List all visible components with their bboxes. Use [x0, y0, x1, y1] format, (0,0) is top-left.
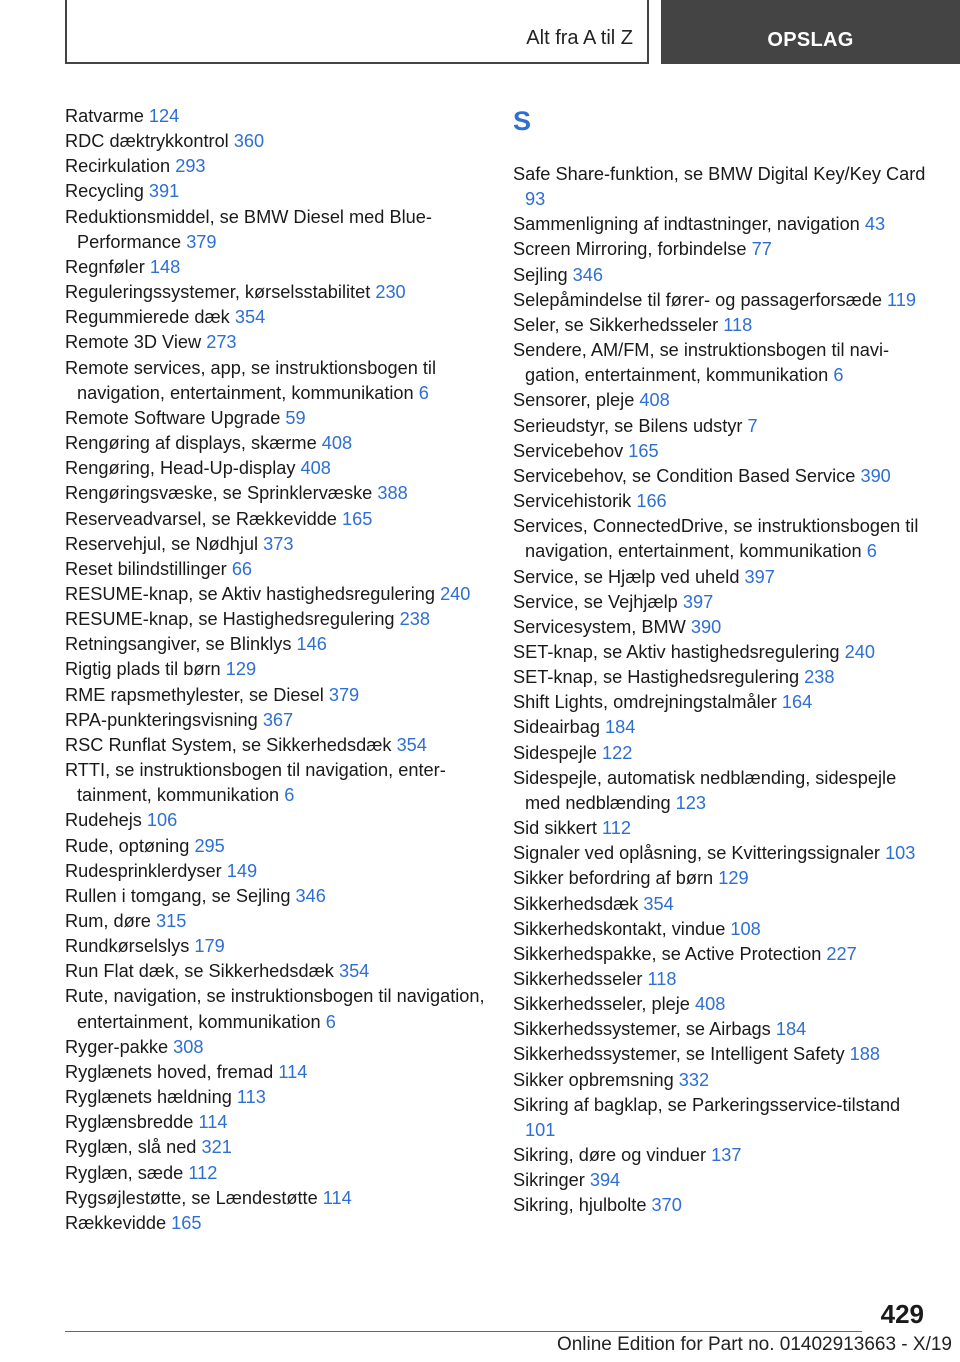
index-entry-term: Signaler ved oplåsning, se Kvitteringssignaler — [513, 843, 880, 864]
index-entry-term: Screen Mirroring, forbindelse — [513, 239, 747, 260]
index-page-link[interactable]: 114 — [278, 1061, 308, 1082]
index-entry — [65, 1211, 485, 1236]
index-page-link[interactable]: 390 — [860, 465, 891, 486]
index-entry — [513, 917, 933, 942]
index-page-link[interactable]: 188 — [849, 1044, 880, 1065]
index-entry — [513, 263, 933, 288]
index-entry-term: Rengøring, Head-Up-display — [65, 458, 296, 479]
index-entry — [513, 816, 933, 841]
index-entry — [65, 708, 485, 733]
index-entry-term: Servicehistorik — [513, 491, 632, 512]
index-page-link[interactable]: 59 — [285, 407, 306, 428]
index-entry — [65, 481, 485, 506]
index-page-link[interactable]: 129 — [225, 659, 257, 680]
index-entry — [65, 632, 485, 657]
index-entry-term: Sikkerhedsseler, pleje — [513, 994, 690, 1015]
index-entry-term: Rude, optøning — [65, 835, 190, 856]
index-entry — [513, 967, 933, 992]
index-entry — [65, 255, 485, 280]
index-entry-term: Rigtig plads til børn — [65, 659, 221, 680]
index-page-link[interactable]: 149 — [226, 860, 258, 881]
index-entry — [513, 313, 933, 338]
index-entry-term: Sikringer — [513, 1170, 585, 1191]
index-entry — [513, 715, 933, 740]
index-entry — [65, 582, 485, 607]
index-entry-term: Rengøring af displays, skærme — [65, 433, 317, 454]
index-page-link[interactable]: 394 — [589, 1170, 621, 1191]
index-entry-term: Sikring, døre og vinduer — [513, 1145, 707, 1166]
index-entry-term: Retningsangiver, se Blinklys — [65, 634, 292, 655]
index-page-link[interactable]: 146 — [296, 634, 327, 655]
index-page-link[interactable]: 124 — [148, 106, 180, 126]
index-entry-term: Sikkerhedsseler — [513, 969, 643, 989]
index-entry-term: Regummierede dæk — [65, 307, 230, 328]
index-entry-term: Sikring af bagklap, se Parkeringsservice-tilstand — [513, 1094, 901, 1115]
index-entry-term: Sejling — [513, 264, 568, 285]
index-entry-term: Selepåmindelse til fører- og passagerforsæde — [513, 289, 882, 310]
index-entry-term: Safe Share-funktion, se BMW Digital Key/Key Card — [513, 164, 926, 184]
index-page-link[interactable]: 119 — [887, 289, 917, 310]
index-page-link[interactable]: 7 — [747, 415, 758, 436]
index-page-link[interactable]: 165 — [171, 1212, 202, 1233]
index-entry — [65, 1060, 485, 1085]
index-page-link[interactable]: 122 — [601, 742, 633, 763]
index-page-link[interactable]: 397 — [682, 591, 714, 612]
index-entry-term: Reguleringssystemer, kørselsstabilitet — [65, 282, 371, 303]
running-header-section — [65, 0, 649, 64]
index-entry-term: Remote 3D View — [65, 332, 202, 353]
index-entry — [65, 808, 485, 833]
index-entry — [513, 237, 933, 262]
index-entry-term: Remote Software Upgrade — [65, 407, 281, 428]
index-page-link[interactable]: 390 — [690, 616, 722, 637]
index-entry-term: Servicesystem, BMW — [513, 616, 686, 637]
index-page-link[interactable]: 293 — [175, 156, 206, 177]
index-entry-term: SET-knap, se Aktiv hastighedsregulering — [513, 641, 840, 662]
index-entry-term: Ryger-pakke — [65, 1036, 169, 1057]
index-entry — [513, 992, 933, 1017]
index-page-link[interactable]: 43 — [864, 214, 886, 235]
index-entry — [65, 431, 485, 456]
index-page-link[interactable]: 66 — [231, 558, 253, 579]
index-entry — [513, 892, 933, 917]
index-entry — [65, 834, 485, 859]
index-entry — [65, 607, 485, 632]
index-entry — [65, 1085, 485, 1110]
index-entry — [65, 557, 485, 582]
index-entry-term: Ryglæn, sæde — [65, 1162, 184, 1183]
index-page-link[interactable]: 184 — [775, 1019, 807, 1040]
index-page-link[interactable]: 354 — [234, 307, 266, 328]
index-entry-term: Ratvarme — [65, 106, 144, 126]
index-page-link[interactable]: 230 — [375, 282, 406, 303]
chapter-title: OPSLAG — [767, 29, 854, 51]
index-page-link[interactable]: 112 — [601, 818, 631, 839]
index-entry — [513, 565, 933, 590]
index-entry-term: Service, se Vejhjælp — [513, 591, 678, 612]
index-page-link[interactable]: 354 — [338, 961, 370, 982]
index-page-link[interactable]: 164 — [781, 692, 813, 713]
index-entry — [65, 330, 485, 355]
index-page-link[interactable]: 77 — [751, 239, 772, 260]
index-entry-term: Rygsøjlestøtte, se Lændestøtte — [65, 1187, 318, 1208]
index-page-link[interactable]: 112 — [188, 1162, 218, 1183]
index-entry — [513, 866, 933, 891]
index-entry — [65, 305, 485, 330]
index-entry-term: Recirkulation — [65, 156, 171, 177]
index-entry-term: Servicebehov, se Condition Based Service — [513, 465, 856, 486]
index-page-link[interactable]: 373 — [263, 533, 294, 554]
index-page-link[interactable]: 408 — [639, 390, 670, 411]
index-letter-heading: S — [513, 106, 532, 136]
index-page-link[interactable]: 379 — [186, 231, 217, 252]
index-entry-term: Sikkerhedssystemer, se Airbags — [513, 1019, 771, 1040]
index-page-link[interactable]: 6 — [325, 1011, 336, 1032]
index-entry — [513, 464, 933, 489]
index-entry — [513, 439, 933, 464]
index-entry — [65, 205, 485, 255]
index-entry — [65, 507, 485, 532]
index-entry — [513, 766, 933, 816]
index-page-link[interactable]: 165 — [342, 508, 373, 529]
index-page-link[interactable]: 240 — [844, 641, 875, 662]
index-page-link[interactable]: 6 — [833, 365, 844, 386]
index-page-link[interactable]: 397 — [744, 566, 775, 587]
index-entry — [65, 909, 485, 934]
index-entry — [65, 657, 485, 682]
index-page-link[interactable]: 408 — [321, 433, 353, 454]
index-page-link[interactable]: 6 — [418, 382, 429, 403]
index-entry — [65, 406, 485, 431]
index-entry — [65, 1186, 485, 1211]
index-page-link[interactable]: 6 — [866, 541, 877, 562]
index-page-link[interactable]: 354 — [643, 893, 674, 914]
index-entry-term: Sikring, hjulbolte — [513, 1195, 647, 1216]
index-page-link[interactable]: 379 — [328, 684, 360, 705]
index-page-link[interactable]: 148 — [149, 256, 181, 277]
index-entry — [65, 1110, 485, 1135]
index-entry — [65, 683, 485, 708]
index-entry-term: Servicebehov — [513, 440, 624, 461]
index-page-link[interactable]: 346 — [295, 885, 326, 906]
index-page-link[interactable]: 332 — [678, 1069, 710, 1090]
index-entry — [65, 733, 485, 758]
index-entry-term: RDC dæktrykkontrol — [65, 131, 229, 152]
index-entry — [513, 665, 933, 690]
index-entry — [65, 984, 485, 1034]
index-entry-term: Rullen i tomgang, se Sejling — [65, 885, 291, 906]
index-entry — [513, 841, 933, 866]
index-page-link[interactable]: 391 — [148, 181, 180, 202]
index-page-link[interactable]: 179 — [194, 936, 225, 957]
index-entry-term: Shift Lights, omdrejningstalmåler — [513, 692, 777, 713]
index-entry — [513, 615, 933, 640]
index-page-link[interactable]: 101 — [525, 1119, 556, 1140]
index-page-link[interactable]: 360 — [233, 131, 265, 152]
index-entry-term: Ryglænets hældning — [65, 1087, 232, 1108]
index-page-link[interactable]: 118 — [723, 314, 753, 335]
index-entry-term: Sensorer, pleje — [513, 390, 635, 411]
running-header-chapter — [661, 0, 960, 64]
index-page-link[interactable]: 93 — [525, 189, 546, 210]
index-entry-term: Sikkerhedsdæk — [513, 893, 639, 914]
index-entry-term: Rudesprinklerdyser — [65, 860, 222, 881]
index-page-link[interactable]: 118 — [647, 969, 677, 989]
index-entry-term: Ryglæn, slå ned — [65, 1137, 197, 1158]
index-entry-term: Seler, se Sikkerhedsseler — [513, 314, 719, 335]
index-entry-term: Sendere, AM/FM, se instruktionsbogen til navigation, entertainment, kommunikation — [513, 340, 890, 386]
index-entry-term: Rækkevidde — [65, 1212, 167, 1233]
index-page-link[interactable]: 108 — [730, 918, 761, 939]
index-entry-term: Reservehjul, se Nødhjul — [65, 533, 259, 554]
index-entry — [65, 104, 485, 129]
index-entry-term: Sikkerhedskontakt, vindue — [513, 918, 726, 939]
index-entry — [513, 1042, 933, 1067]
index-entry-term: Sammenligning af indtastninger, navigation — [513, 214, 860, 235]
index-page-link[interactable]: 103 — [885, 843, 916, 864]
index-entry — [65, 154, 485, 179]
index-page-link[interactable]: 114 — [322, 1187, 352, 1208]
index-entry — [513, 1193, 933, 1218]
index-entry — [513, 212, 933, 237]
index-entry — [65, 934, 485, 959]
index-entry-term: Reduktionsmiddel, se BMW Diesel med BluePerformance — [65, 206, 432, 252]
index-entry — [513, 1017, 933, 1042]
index-page-link[interactable]: 166 — [636, 491, 667, 512]
index-entry-term: Ryglænsbredde — [65, 1112, 194, 1133]
index-entry-term: Sidespejle, automatisk nedblænding, sidespejle med nedblænding — [513, 767, 897, 813]
index-entry-term: RTTI, se instruktionsbogen til navigation, entertainment, kommunikation — [65, 760, 446, 806]
index-entry-term: Reset bilindstillinger — [65, 558, 227, 579]
index-entry — [513, 1143, 933, 1168]
index-entry — [65, 456, 485, 481]
index-page-link[interactable]: 129 — [718, 868, 749, 889]
index-page-link[interactable]: 370 — [651, 1195, 682, 1216]
index-entry — [65, 884, 485, 909]
index-entry-term: RSC Runflat System, se Sikkerhedsdæk — [65, 734, 392, 755]
index-entry — [513, 690, 933, 715]
page-number: 429 — [880, 1299, 924, 1329]
index-entry-term: Reserveadvarsel, se Rækkevidde — [65, 508, 337, 529]
index-entry — [65, 758, 485, 808]
index-entry — [513, 942, 933, 967]
index-entry — [65, 959, 485, 984]
index-entry-term: Sid sikkert — [513, 818, 597, 839]
index-entry — [513, 162, 933, 212]
index-page-link[interactable]: 113 — [236, 1087, 266, 1108]
index-entry — [513, 338, 933, 388]
index-page-link[interactable]: 308 — [173, 1036, 204, 1057]
index-page-link[interactable]: 165 — [628, 440, 659, 461]
index-page-link[interactable]: 295 — [194, 835, 225, 856]
index-entry-term: RESUME-knap, se Hastighedsregulering — [65, 609, 395, 630]
index-page-link[interactable]: 184 — [605, 717, 636, 738]
index-entry — [65, 179, 485, 204]
index-entry — [513, 514, 933, 564]
index-entries-s — [513, 162, 933, 1219]
index-entry-term: Remote services, app, se instruktionsbogen til navigation, entertainment, kommunikation — [65, 357, 437, 403]
index-entry-term: Recycling — [65, 181, 144, 202]
index-entry-term: SET-knap, se Hastighedsregulering — [513, 667, 800, 688]
index-page-link[interactable]: 346 — [572, 264, 604, 285]
index-entry-term: RESUME-knap, se Aktiv hastighedsregulering — [65, 583, 435, 604]
index-entry — [65, 1035, 485, 1060]
index-page-link[interactable]: 227 — [826, 943, 857, 964]
index-entry-term: Rudehejs — [65, 810, 142, 831]
index-entry-term: Sikker opbremsning — [513, 1069, 674, 1090]
index-page-link[interactable]: 367 — [262, 709, 294, 730]
index-entry — [65, 129, 485, 154]
index-entry — [513, 414, 933, 439]
index-entry-term: RPA-punkteringsvisning — [65, 709, 258, 730]
index-page-link[interactable]: 408 — [694, 994, 726, 1015]
index-page-link[interactable]: 114 — [198, 1112, 228, 1133]
index-entry — [513, 741, 933, 766]
index-page-link[interactable]: 388 — [377, 483, 408, 504]
index-entry-term: RME rapsmethylester, se Diesel — [65, 684, 324, 705]
index-entry — [65, 1161, 485, 1186]
index-entry — [65, 532, 485, 557]
index-entry-term: Sidespejle — [513, 742, 597, 763]
index-entry — [65, 280, 485, 305]
index-entry — [513, 1168, 933, 1193]
index-entry — [513, 640, 933, 665]
index-entry-term: Regnføler — [65, 256, 145, 277]
index-entry — [513, 1093, 933, 1143]
index-entry — [513, 1068, 933, 1093]
index-page-link[interactable]: 6 — [284, 785, 295, 806]
index-entry-term: Sideairbag — [513, 717, 600, 738]
index-page-link[interactable]: 106 — [146, 810, 178, 831]
index-entry-term: Services, ConnectedDrive, se instruktionsbogen til navigation, entertainment, kommunikation — [513, 516, 919, 562]
index-entry-term: Sikkerhedspakke, se Active Protection — [513, 943, 822, 964]
index-page-link[interactable]: 137 — [711, 1145, 742, 1166]
index-entry — [513, 288, 933, 313]
footer-divider — [65, 1331, 862, 1332]
index-entry — [513, 388, 933, 413]
index-page-link[interactable]: 315 — [155, 911, 187, 931]
index-entry-term: Run Flat dæk, se Sikkerhedsdæk — [65, 961, 334, 982]
index-entry — [513, 489, 933, 514]
index-entry — [513, 590, 933, 615]
index-entry — [65, 356, 485, 406]
index-entry-term: Sikkerhedssystemer, se Intelligent Safety — [513, 1044, 845, 1065]
index-page-link[interactable]: 123 — [675, 792, 707, 813]
index-entry — [65, 859, 485, 884]
index-entry-term: Serieudstyr, se Bilens udstyr — [513, 415, 743, 436]
index-page-link[interactable]: 321 — [201, 1137, 232, 1158]
index-entry-term: Sikker befordring af børn — [513, 868, 714, 889]
section-title: Alt fra A til Z — [526, 27, 633, 49]
index-page-link[interactable]: 408 — [300, 458, 331, 479]
footer-edition: Online Edition for Part no. 01402913663 - X/19 — [556, 1334, 952, 1355]
index-entry-term: Rute, navigation, se instruktionsbogen til navigation, entertainment, kommunikation — [65, 986, 485, 1032]
index-entry-term: Rundkørselslys — [65, 936, 190, 957]
index-page-link[interactable]: 238 — [804, 667, 835, 688]
index-column-left — [65, 104, 485, 1236]
index-entry — [65, 1135, 485, 1160]
index-page-link[interactable]: 273 — [206, 332, 237, 353]
index-entry-term: Rengøringsvæske, se Sprinklervæske — [65, 483, 373, 504]
index-entry-term: Ryglænets hoved, fremad — [65, 1061, 274, 1082]
index-entry-term: Rum, døre — [65, 911, 151, 931]
index-page-link[interactable]: 238 — [399, 609, 430, 630]
index-page-link[interactable]: 354 — [396, 734, 427, 755]
index-entry-term: Service, se Hjælp ved uheld — [513, 566, 740, 587]
index-column-right — [513, 104, 933, 1219]
index-page-link[interactable]: 240 — [440, 583, 471, 604]
